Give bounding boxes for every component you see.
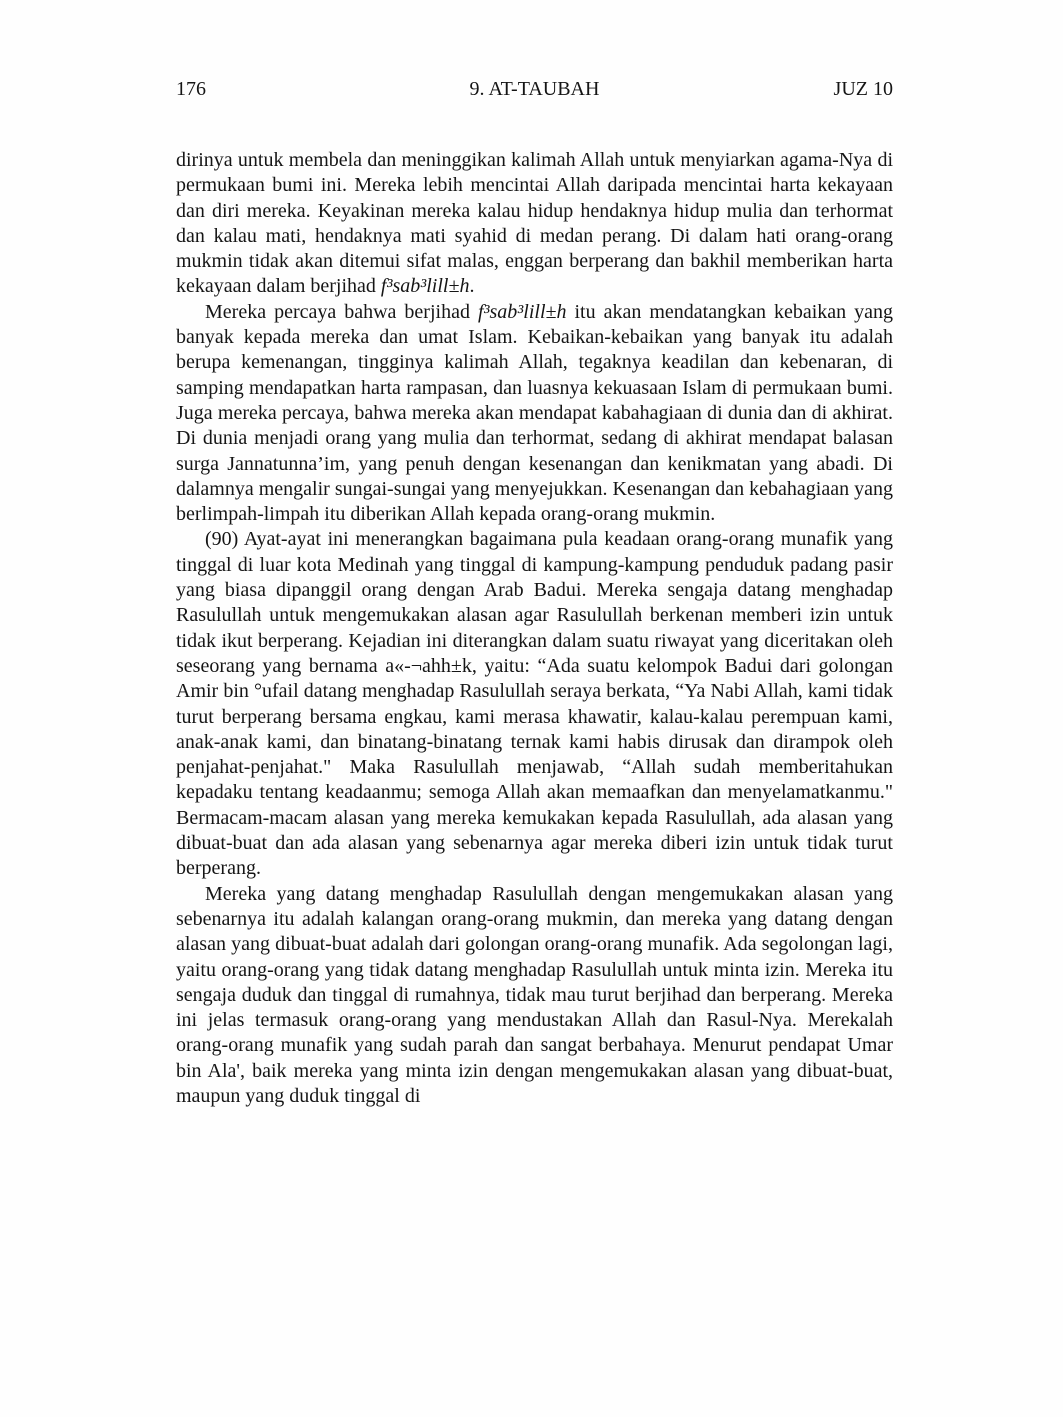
paragraph (176, 300, 893, 528)
paragraph-text: (90) Ayat-ayat ini menerangkan bagaimana pula keadaan orang-orang munafik yang tinggal di luar kota Medinah yang tinggal di kampung-kampung penduduk padang pasir yang biasa dipanggil orang dengan Arab Badui. Mereka sengaja datang menghadap Rasulullah untuk mengemukakan alasan agar Rasulullah berkenan memberi izin untuk tidak ikut berperang. Kejadian ini diterangkan dalam suatu riwayat yang diceritakan oleh seseorang yang bernama a«-¬ahh±k, yaitu: “Ada suatu kelompok Badui dari golongan Amir bin °ufail datang menghadap Rasulullah seraya berkata, “Ya Nabi Allah, kami tidak turut berperang bersama engkau, kami merasa khawatir, kalau-kalau perempuan kami, anak-anak kami, dan binatang-binatang ternak kami habis dirusak dan dirampok oleh penjahat-penjahat." Maka Rasulullah menjawab, “Allah sudah memberitahukan kepadaku tentang keadaanmu; semoga Allah akan memaafkan dan menyelamatkanmu." Bermacam-macam alasan yang mereka kemukakan kepada Rasulullah, ada alasan yang dibuat-buat dan ada alasan yang sebenarnya agar mereka diberi izin untuk tidak turut berperang. (176, 528, 893, 880)
paragraph-text: dirinya untuk membela dan meninggikan kalimah Allah untuk menyiarkan agama-Nya di permukaan bumi ini. Mereka lebih mencintai Allah daripada mencintai harta kekayaan dan diri mereka. Keyakinan mereka kalau hidup hendaknya hidup mulia dan terhormat dan kalau mati, hendaknya mati syahid di medan perang. Di dalam hati orang-orang mukmin tidak akan ditemui sifat malas, enggan berperang dan bakhil memberikan harta kekayaan dalam berjihad (176, 149, 893, 298)
paragraph-text: . (469, 275, 475, 298)
chapter-title: 9. AT-TAUBAH (469, 78, 600, 100)
transliteration-italic: f³sab³lill±h (477, 300, 567, 323)
paragraph (176, 527, 893, 881)
transliteration-italic: f³sab³lill±h (380, 275, 470, 298)
paragraph-text: Mereka yang datang menghadap Rasulullah dengan mengemukakan alasan yang sebenarnya itu adalah kalangan orang-orang mukmin, dan mereka yang datang dengan alasan yang dibuat-buat adalah dari golongan orang-orang munafik. Ada segolongan lagi, yaitu orang-orang yang tidak datang menghadap Rasulullah untuk minta izin. Mereka itu sengaja duduk dan tinggal di rumahnya, tidak mau turut berjihad dan berperang. Mereka ini jelas termasuk orang-orang yang mendustakan Allah dan Rasul-Nya. Merekalah orang-orang munafik yang sudah parah dan sangat berbahaya. Menurut pendapat Umar bin Ala', baik mereka yang minta izin dengan mengemukakan alasan yang dibuat-buat, maupun yang duduk tinggal di (176, 882, 893, 1107)
page-number: 176 (176, 78, 206, 100)
page-header (176, 76, 893, 102)
juz-label: JUZ 10 (833, 78, 893, 100)
body-text (176, 148, 893, 1109)
paragraph-text: itu akan mendatangkan kebaikan yang banyak kepada mereka dan umat Islam. Kebaikan-kebaikan yang banyak itu adalah berupa kemenangan, tingginya kalimah Allah, tegaknya keadilan dan kebenaran, di samping mendapatkan harta rampasan, dan luasnya kekuasaan Islam di permukaan bumi. Juga mereka percaya, bahwa mereka akan mendapat kabahagiaan di dunia dan di akhirat. Di dunia menjadi orang yang mulia dan terhormat, sedang di akhirat mendapat balasan surga Jannatunna’im, yang penuh dengan kesenangan dan kenikmatan yang abadi. Di dalamnya mengalir sungai-sungai yang menyejukkan. Kesenangan dan kebahagiaan yang berlimpah-limpah itu diberikan Allah kepada orang-orang mukmin. (176, 300, 893, 526)
paragraph (176, 882, 893, 1110)
paragraph-text: Mereka percaya bahwa berjihad (205, 300, 478, 323)
paragraph (176, 148, 893, 300)
